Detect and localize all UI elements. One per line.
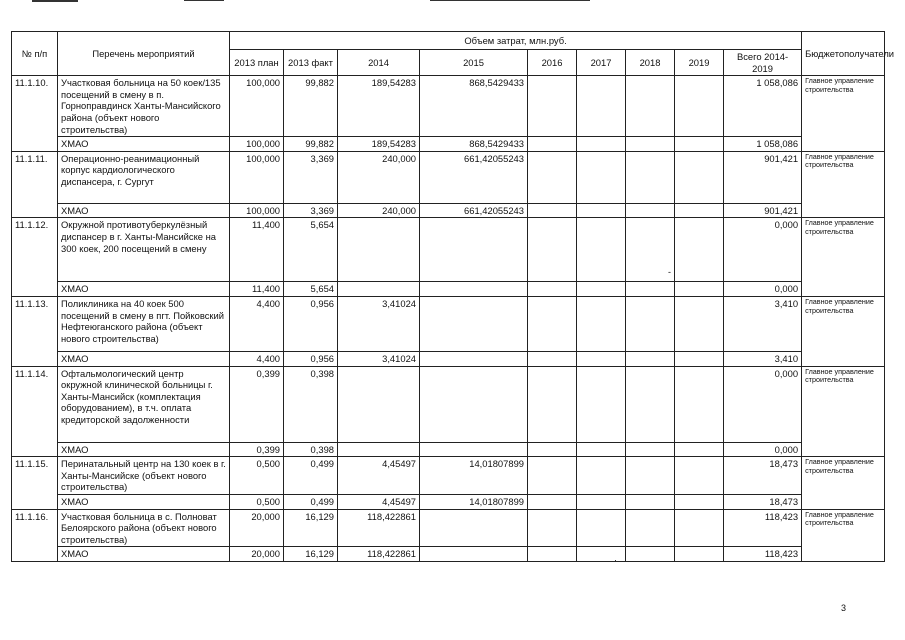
budget-recipient: Главное управление строительства xyxy=(802,76,885,152)
cost-cell: 100,000 xyxy=(230,203,284,218)
cost-cell xyxy=(577,137,626,152)
cost-cell: 99,882 xyxy=(284,76,338,137)
cost-cell: 0,000 xyxy=(724,282,802,297)
cost-cell xyxy=(626,203,675,218)
cost-cell: 11,400 xyxy=(230,218,284,282)
funding-source: ХМАО xyxy=(58,442,230,457)
cost-cell: 20,000 xyxy=(230,547,284,562)
cost-cell xyxy=(528,442,577,457)
cost-cell xyxy=(577,351,626,366)
cost-cell: 3,410 xyxy=(724,351,802,366)
scan-edge-mark xyxy=(32,0,78,2)
cost-cell xyxy=(528,351,577,366)
cost-cell: 100,000 xyxy=(230,151,284,203)
cost-cell xyxy=(577,76,626,137)
cost-cell xyxy=(675,282,724,297)
cost-cell xyxy=(528,282,577,297)
measure-name: Операционно-реанимационный корпус кардиологического диспансера, г. Сургут xyxy=(58,151,230,203)
cost-cell xyxy=(338,366,420,442)
cost-cell: 0,399 xyxy=(230,442,284,457)
cost-cell xyxy=(420,442,528,457)
cost-cell xyxy=(577,547,626,562)
measure-name: Офтальмологический центр окружной клинической больницы г. Ханты-Мансийск (комплектация оборудованием), в т.ч. оплата кредиторской задолженности xyxy=(58,366,230,442)
table-subrow xyxy=(12,442,885,457)
cost-cell xyxy=(577,442,626,457)
cost-cell xyxy=(420,509,528,547)
cost-cell: 0,500 xyxy=(230,494,284,509)
measure-name: Окружной противотуберкулёзный диспансер в г. Ханты-Мансийске на 300 коек, 200 посещений в смену xyxy=(58,218,230,282)
cost-cell: 868,5429433 xyxy=(420,137,528,152)
scan-speck: - xyxy=(668,267,671,277)
cost-cell xyxy=(528,366,577,442)
table-subrow xyxy=(12,203,885,218)
cost-cell: 0,956 xyxy=(284,351,338,366)
cost-cell: 0,000 xyxy=(724,442,802,457)
cost-cell: 1 058,086 xyxy=(724,137,802,152)
row-number: 11.1.15. xyxy=(12,457,58,509)
header-year: 2014 xyxy=(338,50,420,76)
cost-cell: 16,129 xyxy=(284,547,338,562)
cost-cell: 3,41024 xyxy=(338,296,420,351)
cost-cell xyxy=(675,76,724,137)
cost-cell: 901,421 xyxy=(724,203,802,218)
measure-name: Участковая больница в с. Полноват Белоярского района (объект нового строительства) xyxy=(58,509,230,547)
cost-cell: 868,5429433 xyxy=(420,76,528,137)
cost-cell: 14,01807899 xyxy=(420,457,528,495)
cost-cell xyxy=(675,494,724,509)
cost-cell: 99,882 xyxy=(284,137,338,152)
table-row xyxy=(12,457,885,495)
measure-name: Поликлиника на 40 коек 500 посещений в смену в пгт. Пойковский Нефтеюганского района (объект нового строительства) xyxy=(58,296,230,351)
funding-source: ХМАО xyxy=(58,494,230,509)
header-year: 2013 план xyxy=(230,50,284,76)
cost-cell xyxy=(675,457,724,495)
cost-cell xyxy=(675,137,724,152)
table-subrow xyxy=(12,547,885,562)
cost-cell: 0,398 xyxy=(284,442,338,457)
table-row xyxy=(12,76,885,137)
budget-recipient: Главное управление строительства xyxy=(802,366,885,457)
cost-cell: 18,473 xyxy=(724,457,802,495)
cost-cell xyxy=(420,547,528,562)
header-measures: Перечень мероприятий xyxy=(58,32,230,76)
cost-cell: 5,654 xyxy=(284,218,338,282)
table-subrow xyxy=(12,282,885,297)
cost-cell: 118,423 xyxy=(724,547,802,562)
cost-cell: 3,410 xyxy=(724,296,802,351)
cost-cell: 118,422861 xyxy=(338,509,420,547)
cost-cell: 100,000 xyxy=(230,76,284,137)
budget-recipient: Главное управление строительства xyxy=(802,509,885,561)
funding-source: ХМАО xyxy=(58,203,230,218)
cost-cell xyxy=(528,296,577,351)
budget-recipient: Главное управление строительства xyxy=(802,457,885,509)
cost-cell xyxy=(528,203,577,218)
cost-cell: 118,423 xyxy=(724,509,802,547)
table-row xyxy=(12,296,885,351)
cost-cell xyxy=(338,218,420,282)
cost-cell xyxy=(528,547,577,562)
header-year: 2015 xyxy=(420,50,528,76)
cost-cell: 0,399 xyxy=(230,366,284,442)
funding-source: ХМАО xyxy=(58,282,230,297)
cost-cell: 4,45497 xyxy=(338,494,420,509)
cost-cell: 0,956 xyxy=(284,296,338,351)
cost-cell xyxy=(420,282,528,297)
cost-cell: 3,369 xyxy=(284,151,338,203)
cost-cell: 0,000 xyxy=(724,366,802,442)
header-year: 2019 xyxy=(675,50,724,76)
cost-cell xyxy=(577,203,626,218)
cost-cell xyxy=(626,457,675,495)
cost-cell: 189,54283 xyxy=(338,76,420,137)
header-year: Всего 2014-2019 xyxy=(724,50,802,76)
cost-cell xyxy=(528,494,577,509)
scan-speck: · xyxy=(614,555,617,565)
cost-cell xyxy=(675,218,724,282)
cost-cell: 16,129 xyxy=(284,509,338,547)
cost-cell xyxy=(420,366,528,442)
cost-cell xyxy=(577,296,626,351)
cost-cell xyxy=(626,151,675,203)
table-subrow xyxy=(12,494,885,509)
cost-cell xyxy=(577,218,626,282)
cost-cell: 4,400 xyxy=(230,296,284,351)
cost-cell xyxy=(675,351,724,366)
cost-cell xyxy=(420,296,528,351)
cost-cell xyxy=(626,547,675,562)
cost-cell xyxy=(675,366,724,442)
cost-cell: 0,499 xyxy=(284,494,338,509)
header-year: 2016 xyxy=(528,50,577,76)
cost-cell xyxy=(528,509,577,547)
cost-cell: 901,421 xyxy=(724,151,802,203)
scan-edge-mark xyxy=(430,0,590,1)
cost-cell: 0,500 xyxy=(230,457,284,495)
cost-cell: 240,000 xyxy=(338,203,420,218)
cost-cell: 0,499 xyxy=(284,457,338,495)
row-number: 11.1.11. xyxy=(12,151,58,218)
cost-cell: 11,400 xyxy=(230,282,284,297)
cost-cell: 5,654 xyxy=(284,282,338,297)
cost-cell: 0,398 xyxy=(284,366,338,442)
cost-cell xyxy=(626,442,675,457)
cost-cell: 3,41024 xyxy=(338,351,420,366)
row-number: 11.1.12. xyxy=(12,218,58,297)
cost-cell xyxy=(338,282,420,297)
cost-cell xyxy=(528,76,577,137)
budget-table xyxy=(11,31,895,562)
header-recipient: Бюджетополучатели xyxy=(802,32,885,76)
header-year: 2017 xyxy=(577,50,626,76)
row-number: 11.1.16. xyxy=(12,509,58,561)
cost-cell xyxy=(577,366,626,442)
cost-cell xyxy=(675,547,724,562)
cost-cell: 4,400 xyxy=(230,351,284,366)
cost-cell xyxy=(577,151,626,203)
budget-recipient: Главное управление строительства xyxy=(802,218,885,297)
header-year: 2018 xyxy=(626,50,675,76)
funding-source: ХМАО xyxy=(58,137,230,152)
cost-cell xyxy=(338,442,420,457)
cost-cell xyxy=(626,366,675,442)
cost-cell: 0,000 xyxy=(724,218,802,282)
cost-cell xyxy=(675,151,724,203)
cost-cell: 661,42055243 xyxy=(420,203,528,218)
cost-cell xyxy=(626,137,675,152)
cost-cell: 4,45497 xyxy=(338,457,420,495)
header-no: № п/п xyxy=(12,32,58,76)
cost-cell: 14,01807899 xyxy=(420,494,528,509)
cost-cell: 18,473 xyxy=(724,494,802,509)
cost-cell xyxy=(577,494,626,509)
scan-edge-mark xyxy=(184,0,224,1)
cost-cell xyxy=(675,296,724,351)
cost-cell: 240,000 xyxy=(338,151,420,203)
cost-cell xyxy=(626,296,675,351)
cost-cell xyxy=(675,509,724,547)
header-costs: Объем затрат, млн.руб. xyxy=(230,32,802,50)
page-number: 3 xyxy=(840,603,846,613)
row-number: 11.1.10. xyxy=(12,76,58,152)
cost-cell xyxy=(577,282,626,297)
cost-cell xyxy=(577,457,626,495)
cost-cell xyxy=(626,351,675,366)
cost-cell: 661,42055243 xyxy=(420,151,528,203)
cost-cell xyxy=(528,218,577,282)
cost-cell: 189,54283 xyxy=(338,137,420,152)
table-subrow xyxy=(12,137,885,152)
funding-source: ХМАО xyxy=(58,351,230,366)
row-number: 11.1.13. xyxy=(12,296,58,366)
cost-cell: 20,000 xyxy=(230,509,284,547)
cost-cell xyxy=(528,457,577,495)
cost-cell xyxy=(528,137,577,152)
table-row xyxy=(12,366,885,442)
budget-recipient: Главное управление строительства xyxy=(802,151,885,218)
cost-cell: 1 058,086 xyxy=(724,76,802,137)
cost-cell xyxy=(675,203,724,218)
measure-name: Участковая больница на 50 коек/135 посещений в смену в п. Горноправдинск Ханты-Мансийского района (объект нового строительства) xyxy=(58,76,230,137)
cost-cell: 3,369 xyxy=(284,203,338,218)
cost-cell xyxy=(577,509,626,547)
cost-cell xyxy=(675,442,724,457)
cost-cell: 100,000 xyxy=(230,137,284,152)
cost-cell xyxy=(528,151,577,203)
cost-cell xyxy=(420,218,528,282)
cost-cell xyxy=(626,282,675,297)
cost-cell xyxy=(626,76,675,137)
budget-recipient: Главное управление строительства xyxy=(802,296,885,366)
cost-cell xyxy=(626,494,675,509)
measure-name: Перинатальный центр на 130 коек в г. Ханты-Мансийске (объект нового строительства) xyxy=(58,457,230,495)
table-subrow xyxy=(12,351,885,366)
cost-cell: 118,422861 xyxy=(338,547,420,562)
table-row xyxy=(12,509,885,547)
table-row xyxy=(12,218,885,282)
row-number: 11.1.14. xyxy=(12,366,58,457)
table-row xyxy=(12,151,885,203)
cost-cell xyxy=(626,509,675,547)
header-year: 2013 факт xyxy=(284,50,338,76)
cost-cell xyxy=(420,351,528,366)
funding-source: ХМАО xyxy=(58,547,230,562)
